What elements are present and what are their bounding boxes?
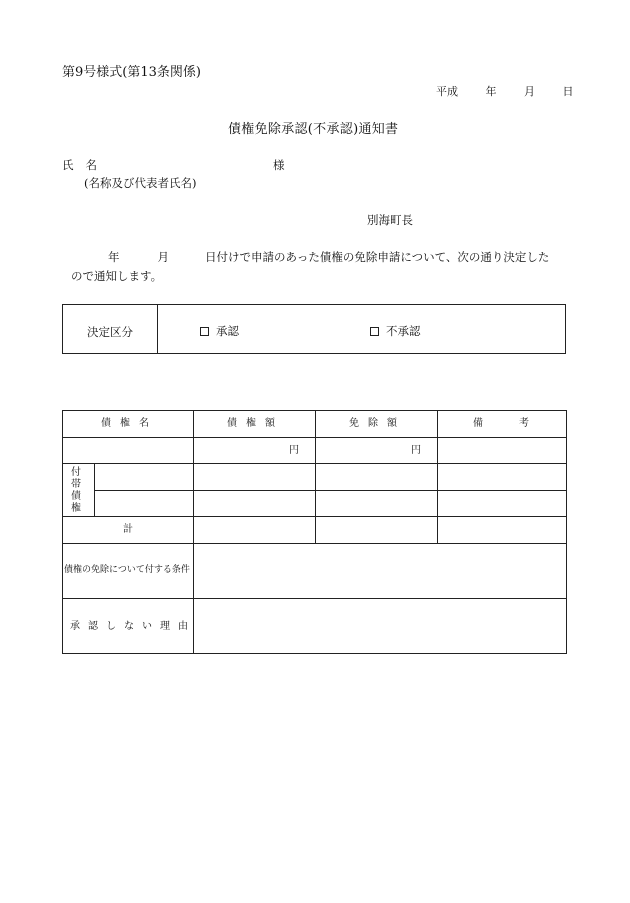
table-rule <box>94 463 95 516</box>
date-day-unit: 日 <box>562 85 574 98</box>
header-claim-amount: 債権額 <box>227 418 284 429</box>
table-rule <box>94 490 566 491</box>
exemption-amount-unit: 円 <box>411 445 421 456</box>
recipient-name-subtitle: (名称及び代表者氏名) <box>84 176 197 190</box>
decision-label: 決定区分 <box>87 325 133 339</box>
approve-option[interactable] <box>200 323 239 339</box>
claim-amount-unit: 円 <box>289 445 299 456</box>
body-text-line2: ので通知します。 <box>71 269 163 283</box>
approve-checkbox[interactable] <box>200 327 209 336</box>
recipient-honorific: 様 <box>273 158 285 172</box>
decision-box <box>62 304 566 354</box>
header-remarks: 備考 <box>473 418 565 429</box>
deny-option[interactable] <box>370 323 421 339</box>
body-month-unit: 月 <box>157 250 169 264</box>
body-line1-text: 日付けで申請のあった債権の免除申請について、次の通り決定した <box>205 250 550 264</box>
form-number: 第9号様式(第13条関係) <box>62 65 201 80</box>
date-month-unit: 月 <box>524 85 535 98</box>
table-rule <box>63 543 566 544</box>
document-title: 債権免除承認(不承認)通知書 <box>228 122 399 137</box>
header-claim-name: 債権名 <box>101 418 158 429</box>
deny-checkbox[interactable] <box>370 327 379 336</box>
recipient-name-label: 氏名 <box>62 158 109 172</box>
total-label: 計 <box>123 524 133 535</box>
date-year-unit: 年 <box>485 85 497 98</box>
deny-label: 不承認 <box>386 324 421 338</box>
date-line <box>436 86 574 97</box>
body-text-line1 <box>108 252 549 264</box>
date-era: 平成 <box>436 85 458 98</box>
attached-claims-label: 付 帯 債 権 <box>71 467 81 514</box>
decision-divider <box>157 305 158 353</box>
table-rule <box>63 598 566 599</box>
issuer-name: 別海町長 <box>367 213 413 227</box>
claims-table <box>62 410 567 654</box>
approve-label: 承認 <box>216 324 239 338</box>
table-rule <box>315 411 316 543</box>
table-rule <box>437 411 438 543</box>
table-rule <box>193 411 194 653</box>
body-year-unit: 年 <box>108 250 120 264</box>
reason-label: 承認しない理由 <box>70 621 196 632</box>
header-exemption-amount: 免除額 <box>349 418 406 429</box>
conditions-label: 債権の免除について付する条件 <box>64 565 190 575</box>
